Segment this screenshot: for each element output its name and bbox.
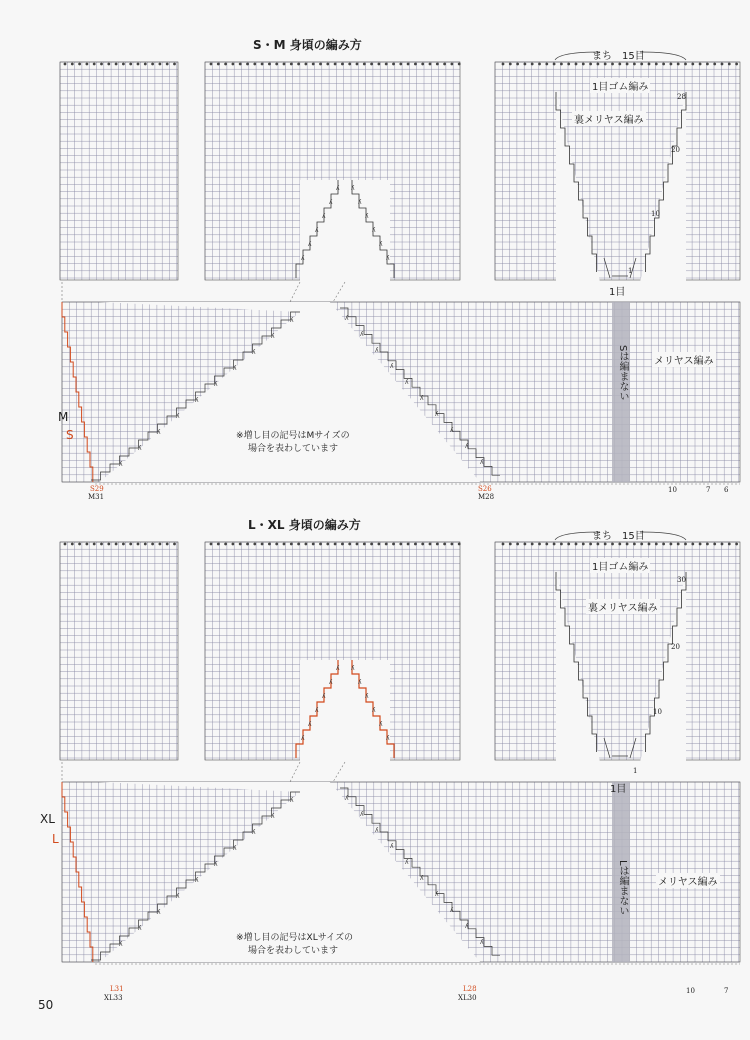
section1-reverse-label: 裏メリヤス編み [572, 111, 646, 126]
s1-top-stitch [421, 63, 424, 66]
s2-top-stitch [670, 543, 673, 546]
section1-note [236, 430, 350, 456]
s2-increase-mark-left: ʎ [119, 941, 123, 948]
s1-top-stitch [611, 63, 614, 66]
s2-neck-mark: ʎ [372, 707, 376, 714]
s2-top-stitch [721, 543, 724, 546]
s1-grid-left-upper [60, 62, 178, 280]
s1-increase-mark-right: ʎ [405, 379, 409, 386]
page-number: 50 [38, 998, 54, 1012]
s2-top-stitch [531, 543, 534, 546]
s2-increase-mark-right: ʎ [465, 923, 469, 930]
s2-top-stitch [458, 543, 461, 546]
s2-increase-mark-right: ʎ [405, 859, 409, 866]
s1-neck-mark: ʎ [358, 199, 362, 206]
section1-note-line2: 場合を表わしています [248, 444, 339, 454]
s2-top-stitch [115, 543, 118, 546]
section2-col-7: 7 [724, 987, 729, 995]
section1-size-s: S [66, 428, 74, 442]
s1-top-stitch [297, 63, 300, 66]
section2-right-xl: XL30 [458, 994, 477, 1002]
s2-top-stitch [137, 543, 140, 546]
s1-top-stitch [370, 63, 373, 66]
s1-top-stitch [597, 63, 600, 66]
s1-top-stitch [684, 63, 687, 66]
s1-neck-mark: ʎ [372, 227, 376, 234]
s2-increase-mark-left: ʎ [271, 813, 275, 820]
s1-top-stitch [392, 63, 395, 66]
s1-increase-mark-left: ʎ [119, 461, 123, 468]
s2-top-stitch [326, 543, 329, 546]
s1-top-stitch [283, 63, 286, 66]
section1-right-s: S26 [478, 485, 492, 493]
s2-top-stitch [239, 543, 242, 546]
s1-neck-mark: ʎ [315, 227, 319, 234]
s2-top-stitch [356, 543, 359, 546]
s2-top-stitch [268, 543, 271, 546]
s1-connector [333, 282, 345, 302]
s1-top-stitch [545, 63, 548, 66]
s1-increase-mark-right: ʎ [465, 443, 469, 450]
s1-top-stitch [378, 63, 381, 66]
s2-neck-mark: ʎ [308, 721, 312, 728]
s2-top-stitch [173, 543, 176, 546]
s2-neck-mark: ʎ [329, 679, 333, 686]
s2-top-stitch [290, 543, 293, 546]
s1-increase-mark-right: ʎ [390, 363, 394, 370]
s2-top-stitch [436, 543, 439, 546]
s1-top-stitch [728, 63, 731, 66]
s2-top-stitch [210, 543, 213, 546]
s1-top-stitch [312, 63, 315, 66]
s1-top-stitch [334, 63, 337, 66]
s1-top-stitch [589, 63, 592, 66]
section2-note-line1: ※増し目の記号はXLサイズの [236, 933, 354, 943]
s2-increase-mark-left: ʎ [138, 925, 142, 932]
s1-neck-mark: ʎ [301, 255, 305, 262]
s2-increase-mark-right: ʎ [360, 811, 364, 818]
s1-top-stitch [516, 63, 519, 66]
s1-top-stitch [713, 63, 716, 66]
s1-top-stitch [436, 63, 439, 66]
s2-top-stitch [502, 543, 505, 546]
s1-top-stitch [341, 63, 344, 66]
s1-grid-right-upper [495, 62, 740, 280]
s2-top-stitch [677, 543, 680, 546]
section2-rib-label: 1目ゴム編み [590, 558, 650, 573]
s1-top-stitch [524, 63, 527, 66]
s2-top-stitch [516, 543, 519, 546]
s2-increase-mark-right: ʎ [345, 795, 349, 802]
section2-left-l: L31 [110, 985, 124, 993]
s1-top-stitch [735, 63, 738, 66]
s1-top-stitch [538, 63, 541, 66]
s1-neck-mark: ʎ [365, 213, 369, 220]
s1-top-stitch [93, 63, 96, 66]
s2-top-stitch [246, 543, 249, 546]
s2-top-stitch [691, 543, 694, 546]
s2-top-stitch [604, 543, 607, 546]
s1-top-stitch [210, 63, 213, 66]
s1-increase-mark-left: ʎ [252, 349, 256, 356]
section1-left-s: S29 [90, 485, 104, 493]
s2-connector [333, 762, 345, 782]
s2-increase-mark-left: ʎ [176, 893, 180, 900]
s2-top-stitch [407, 543, 410, 546]
s1-neck-mark: ʎ [322, 213, 326, 220]
section2-size-l: L [52, 832, 59, 846]
s1-top-stitch [604, 63, 607, 66]
section1-stockinette-label: メリヤス編み [652, 352, 716, 367]
s1-top-stitch [224, 63, 227, 66]
s1-top-stitch [86, 63, 89, 66]
s1-neck-mark: ʎ [308, 241, 312, 248]
s2-top-stitch [93, 543, 96, 546]
s1-top-stitch [78, 63, 81, 66]
s1-top-stitch [115, 63, 118, 66]
s2-increase-mark-left: ʎ [252, 829, 256, 836]
s1-top-stitch [268, 63, 271, 66]
s2-top-stitch [728, 543, 731, 546]
section1-left-m: M31 [88, 493, 105, 501]
s2-top-stitch [414, 543, 417, 546]
s1-increase-mark-left: ʎ [214, 381, 218, 388]
section1-row-top: 28 [677, 93, 686, 101]
s2-top-stitch [297, 543, 300, 546]
s2-neck-mark: ʎ [365, 693, 369, 700]
s1-top-stitch [407, 63, 410, 66]
s2-top-stitch [312, 543, 315, 546]
s1-top-stitch [721, 63, 724, 66]
section2-right-l: L28 [463, 985, 477, 993]
s2-top-stitch [370, 543, 373, 546]
s1-left-edge-stair [62, 302, 93, 482]
s1-top-stitch [399, 63, 402, 66]
s2-top-stitch [334, 543, 337, 546]
s2-increase-mark-left: ʎ [233, 845, 237, 852]
s2-top-stitch [429, 543, 432, 546]
section1-row-bottom: 1 [628, 267, 633, 275]
s1-top-stitch [531, 63, 534, 66]
section1-rib-label: 1目ゴム編み [590, 78, 650, 93]
s2-top-stitch [626, 543, 629, 546]
s2-top-stitch [385, 543, 388, 546]
s1-increase-mark-right: ʎ [375, 347, 379, 354]
s2-increase-mark-right: ʎ [420, 875, 424, 882]
s2-left-edge-stair [62, 782, 93, 962]
s1-top-stitch [151, 63, 154, 66]
s1-top-stitch [319, 63, 322, 66]
s2-grid-right-upper-border [495, 542, 740, 760]
s2-top-stitch [589, 543, 592, 546]
s2-top-stitch [151, 543, 154, 546]
s2-top-stitch [611, 543, 614, 546]
s2-increase-mark-right: ʎ [435, 891, 439, 898]
s2-neck-mark: ʎ [386, 735, 390, 742]
s2-top-stitch [443, 543, 446, 546]
s1-neck-mark: ʎ [336, 185, 340, 192]
s1-top-stitch [443, 63, 446, 66]
section1-right-m: M28 [478, 493, 495, 501]
s1-top-stitch [246, 63, 249, 66]
s2-top-stitch [699, 543, 702, 546]
s2-top-stitch [575, 543, 578, 546]
s1-increase-mark-right: ʎ [480, 459, 484, 466]
s2-grid-left-upper-border [60, 542, 178, 760]
s1-increase-mark-left: ʎ [157, 429, 161, 436]
s2-top-stitch [129, 543, 132, 546]
s1-top-stitch [451, 63, 454, 66]
s2-top-stitch [735, 543, 738, 546]
s2-top-stitch [283, 543, 286, 546]
s2-top-stitch [224, 543, 227, 546]
s1-top-stitch [253, 63, 256, 66]
s2-top-stitch [378, 543, 381, 546]
s1-top-stitch [567, 63, 570, 66]
s1-top-stitch [261, 63, 264, 66]
s2-grid-left-upper [60, 542, 178, 760]
s2-neck-mark: ʎ [358, 679, 362, 686]
s2-neck-mark: ʎ [315, 707, 319, 714]
s1-increase-mark-right: ʎ [420, 395, 424, 402]
s1-increase-mark-left: ʎ [195, 397, 199, 404]
s1-top-stitch [458, 63, 461, 66]
section2-stockinette-label: メリヤス編み [656, 873, 720, 888]
s1-top-stitch [232, 63, 235, 66]
s2-neck-mark: ʎ [379, 721, 383, 728]
s2-top-stitch [524, 543, 527, 546]
s1-top-stitch [356, 63, 359, 66]
s2-top-stitch [655, 543, 658, 546]
s2-top-stitch [64, 543, 67, 546]
s2-increase-mark-left: ʎ [214, 861, 218, 868]
s1-increase-mark-right: ʎ [435, 411, 439, 418]
s2-gusset-bottom [604, 738, 636, 758]
s1-top-stitch [648, 63, 651, 66]
s2-top-stitch [633, 543, 636, 546]
s2-increase-mark-right: ʎ [480, 939, 484, 946]
s1-neck-mark: ʎ [329, 199, 333, 206]
section2-col-10: 10 [686, 987, 695, 995]
s2-neck-mark: ʎ [301, 735, 305, 742]
s1-top-stitch [429, 63, 432, 66]
s2-top-stitch [86, 543, 89, 546]
section2-left-xl: XL33 [104, 994, 123, 1002]
s1-top-stitch [618, 63, 621, 66]
s1-top-stitch [670, 63, 673, 66]
s2-top-stitch [122, 543, 125, 546]
s1-neck-mark: ʎ [386, 255, 390, 262]
s1-top-stitch [509, 63, 512, 66]
section2-row-top: 30 [677, 576, 686, 584]
s1-top-stitch [582, 63, 585, 66]
s1-top-stitch [363, 63, 366, 66]
s1-top-stitch [640, 63, 643, 66]
s2-top-stitch [100, 543, 103, 546]
s1-top-stitch [706, 63, 709, 66]
s1-top-stitch [71, 63, 74, 66]
s2-top-stitch [166, 543, 169, 546]
s1-top-stitch [305, 63, 308, 66]
s2-increase-mark-left: ʎ [290, 797, 294, 804]
section2-note-line2: 場合を表わしています [248, 946, 339, 956]
s1-top-stitch [699, 63, 702, 66]
s2-neck-mark: ʎ [351, 665, 355, 672]
s2-top-stitch [305, 543, 308, 546]
s1-top-stitch [100, 63, 103, 66]
s1-top-stitch [626, 63, 629, 66]
s2-top-stitch [159, 543, 162, 546]
section1-note-line1: ※増し目の記号はMサイズの [236, 431, 350, 441]
section2-bottom-stitch: 1目 [610, 784, 627, 795]
s2-top-stitch [597, 543, 600, 546]
section1-size-m: M [58, 410, 69, 424]
s2-increase-mark-right: ʎ [375, 827, 379, 834]
s2-top-stitch [78, 543, 81, 546]
s1-top-stitch [173, 63, 176, 66]
s2-neck-mark: ʎ [322, 693, 326, 700]
section1-no-knit-label: Sは編まない [617, 345, 628, 402]
section1-gusset-label: まち 15目 [592, 51, 645, 62]
section2-row-low: 10 [653, 708, 662, 716]
s1-top-stitch [348, 63, 351, 66]
s1-increase-mark-right: ʎ [450, 427, 454, 434]
s1-top-stitch [290, 63, 293, 66]
s1-top-stitch [633, 63, 636, 66]
s2-top-stitch [582, 543, 585, 546]
s1-top-stitch [64, 63, 67, 66]
s2-increase-mark-right: ʎ [450, 907, 454, 914]
s2-top-stitch [509, 543, 512, 546]
s1-top-stitch [575, 63, 578, 66]
s1-top-stitch [275, 63, 278, 66]
section1-col-6: 6 [724, 486, 729, 494]
s1-connector [290, 282, 300, 302]
section1-row-low: 10 [651, 210, 660, 218]
s2-top-stitch [107, 543, 110, 546]
s2-top-stitch [399, 543, 402, 546]
s2-top-stitch [648, 543, 651, 546]
section2-row-mid: 20 [671, 643, 680, 651]
s2-top-stitch [713, 543, 716, 546]
s2-top-stitch [684, 543, 687, 546]
s2-connector [290, 762, 300, 782]
s1-top-stitch [122, 63, 125, 66]
s1-top-stitch [166, 63, 169, 66]
s1-top-stitch [677, 63, 680, 66]
s1-top-stitch [502, 63, 505, 66]
s1-neck-mark: ʎ [379, 241, 383, 248]
s1-top-stitch [137, 63, 140, 66]
s2-top-stitch [217, 543, 220, 546]
s1-top-stitch [691, 63, 694, 66]
s1-grid-right-upper-border [495, 62, 740, 280]
s2-grid-right-upper [495, 542, 740, 760]
s1-increase-mark-left: ʎ [290, 317, 294, 324]
s1-top-stitch [326, 63, 329, 66]
s2-top-stitch [144, 543, 147, 546]
section2-title: L・XL 身頃の編み方 [248, 518, 361, 532]
s2-top-stitch [261, 543, 264, 546]
s1-top-stitch [553, 63, 556, 66]
s2-top-stitch [232, 543, 235, 546]
s1-increase-mark-right: ʎ [360, 331, 364, 338]
s1-grid-left-upper-border [60, 62, 178, 280]
s1-top-stitch [107, 63, 110, 66]
s2-top-stitch [392, 543, 395, 546]
s2-top-stitch [618, 543, 621, 546]
section2-note [236, 932, 353, 958]
s1-lower-right-cover [330, 302, 480, 482]
s2-increase-mark-left: ʎ [195, 877, 199, 884]
s2-top-stitch [319, 543, 322, 546]
s2-top-stitch [662, 543, 665, 546]
s2-neck-cover [300, 660, 390, 762]
s1-top-stitch [414, 63, 417, 66]
s1-neck-cover [300, 180, 390, 282]
s1-top-stitch [239, 63, 242, 66]
s1-increase-mark-left: ʎ [271, 333, 275, 340]
s2-top-stitch [553, 543, 556, 546]
section2-reverse-label: 裏メリヤス編み [586, 599, 660, 614]
s1-top-stitch [560, 63, 563, 66]
section2-no-knit-label: Lは編まない [617, 860, 628, 916]
section2-size-xl: XL [40, 812, 55, 826]
s1-top-stitch [159, 63, 162, 66]
section1-col-10: 10 [668, 486, 677, 494]
s1-top-stitch [144, 63, 147, 66]
s2-top-stitch [560, 543, 563, 546]
s2-top-stitch [71, 543, 74, 546]
s1-top-stitch [662, 63, 665, 66]
s2-increase-mark-right: ʎ [390, 843, 394, 850]
section1-col-7: 7 [706, 486, 711, 494]
s2-top-stitch [538, 543, 541, 546]
s1-increase-mark-right: ʎ [345, 315, 349, 322]
s2-neck-mark: ʎ [336, 665, 340, 672]
s1-top-stitch [217, 63, 220, 66]
s2-increase-mark-left: ʎ [157, 909, 161, 916]
section1-bottom-stitch: 1目 [609, 287, 626, 298]
s2-top-stitch [451, 543, 454, 546]
s2-top-stitch [363, 543, 366, 546]
s2-top-stitch [275, 543, 278, 546]
s1-increase-mark-left: ʎ [138, 445, 142, 452]
s1-increase-mark-left: ʎ [233, 365, 237, 372]
section2-gusset-label: まち 15目 [592, 531, 645, 542]
s1-top-stitch [655, 63, 658, 66]
s1-neck-mark: ʎ [351, 185, 355, 192]
s2-top-stitch [706, 543, 709, 546]
s2-top-stitch [545, 543, 548, 546]
s2-top-stitch [421, 543, 424, 546]
s1-increase-mark-left: ʎ [176, 413, 180, 420]
s2-top-stitch [341, 543, 344, 546]
section1-title: S・M 身頃の編み方 [253, 38, 362, 52]
s2-top-stitch [348, 543, 351, 546]
s1-top-stitch [129, 63, 132, 66]
s2-top-stitch [253, 543, 256, 546]
s2-top-stitch [640, 543, 643, 546]
s1-top-stitch [385, 63, 388, 66]
section1-row-mid: 20 [671, 146, 680, 154]
section2-row-bottom: 1 [633, 767, 638, 775]
s2-top-stitch [567, 543, 570, 546]
